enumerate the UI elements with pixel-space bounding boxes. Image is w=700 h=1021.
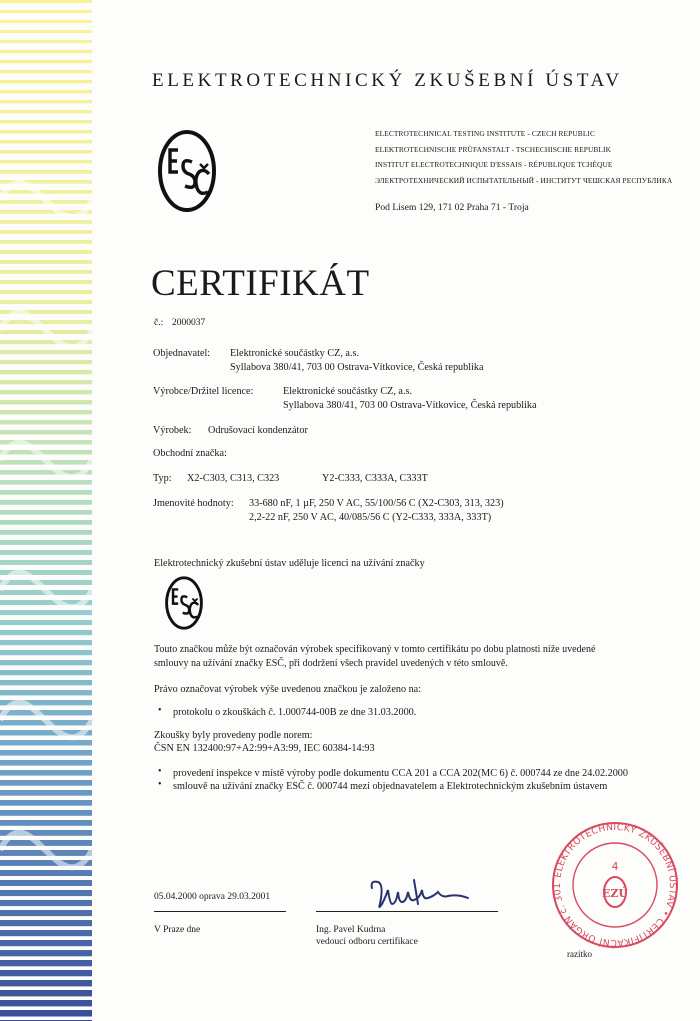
product-label: Výrobek: — [153, 425, 192, 436]
contract-item: smlouvě na užívání značky ESČ č. 000744 mezi objednavatelem a Elektrotechnickým zkušebním ústavem — [173, 781, 608, 792]
institute-name-en: ELECTROTECHNICAL TESTING INSTITUTE - CZECH REPUBLIC — [375, 129, 596, 138]
stripe — [0, 110, 92, 113]
stripe — [0, 780, 92, 786]
official-stamp — [540, 820, 690, 955]
stripe — [0, 120, 92, 123]
stripe — [0, 820, 92, 826]
stripe — [0, 380, 92, 384]
signer-role: vedoucí odboru certifikace — [316, 937, 418, 947]
stripe — [0, 640, 92, 645]
stripe — [0, 390, 92, 394]
stripe — [0, 950, 92, 956]
stripe — [0, 620, 92, 625]
producer-label: Výrobce/Držitel licence: — [153, 386, 254, 397]
stripe — [0, 970, 92, 976]
stripe — [0, 70, 92, 73]
stripe — [0, 220, 92, 224]
stripe — [0, 800, 92, 806]
type-y2: Y2-C333, C333A, C333T — [322, 473, 428, 484]
stripe — [0, 90, 92, 93]
rating-1: 33-680 nF, 1 µF, 250 V AC, 55/100/56 C (X2-C303, 313, 323) — [249, 498, 504, 509]
stripe — [0, 240, 92, 244]
stripe — [0, 760, 92, 766]
stripe — [0, 770, 92, 776]
stripe — [0, 360, 92, 364]
stripe — [0, 660, 92, 665]
stripe — [0, 370, 92, 374]
stripe — [0, 410, 92, 414]
page-title: CERTIFIKÁT — [151, 263, 370, 304]
stripe — [0, 980, 92, 986]
institute-name-fr: INSTITUT ELECTROTECHNIQUE D'ESSAIS - RÉPUBLIQUE TCHÈQUE — [375, 160, 613, 169]
orderer-name: Elektronické součástky CZ, a.s. — [230, 348, 360, 359]
stripe — [0, 810, 92, 816]
stripe — [0, 670, 92, 675]
place-label: V Praze dne — [154, 925, 201, 935]
signer-name: Ing. Pavel Kudrna — [316, 925, 386, 935]
tests-heading: Zkoušky byly provedeny podle norem: — [154, 730, 313, 741]
stripe — [0, 1000, 92, 1006]
stripe — [0, 1010, 92, 1017]
stripe — [0, 450, 92, 455]
esc-mark-icon — [164, 574, 204, 637]
date-line — [154, 911, 286, 912]
stripe — [0, 500, 92, 505]
bullet: • — [158, 705, 162, 716]
stripe — [0, 790, 92, 796]
license-basis: Právo označovat výrobek výše uvedenou značkou je založeno na: — [154, 684, 422, 695]
signature-line — [316, 911, 498, 912]
stripe — [0, 260, 92, 264]
stripe — [0, 10, 92, 13]
stripe — [0, 890, 92, 896]
tests-standards: ČSN EN 132400:97+A2:99+A3:99, IEC 60384-14:93 — [154, 743, 375, 754]
ratings-label: Jmenovité hodnoty: — [153, 498, 234, 509]
stripe — [0, 920, 92, 926]
stripe — [0, 100, 92, 103]
stripe — [0, 560, 92, 565]
stripe — [0, 230, 92, 234]
stripe — [0, 690, 92, 695]
trade-mark-label: Obchodní značka: — [153, 448, 227, 459]
stripe — [0, 250, 92, 254]
orderer-label: Objednavatel: — [153, 348, 211, 359]
orderer-address: Syllabova 380/41, 703 00 Ostrava-Vítkovice, Česká republika — [230, 362, 484, 373]
stripe — [0, 420, 92, 424]
signature — [368, 874, 478, 919]
stripe — [0, 50, 92, 53]
producer-name: Elektronické součástky CZ, a.s. — [283, 386, 413, 397]
producer-address: Syllabova 380/41, 703 00 Ostrava-Vítkovice, Česká republika — [283, 400, 537, 411]
svg-text:4: 4 — [611, 860, 619, 873]
institute-name-ru: ЭЛЕКТРОТЕХНИЧЕСКИЙ ИСПЫТАТЕЛЬНЫЙ - ИНСТИТУТ ЧЕШСКАЯ РЕСПУБЛИКА — [375, 176, 673, 185]
product-value: Odrušovací kondenzátor — [208, 425, 308, 436]
stripe — [0, 610, 92, 615]
stripe — [0, 940, 92, 946]
stripe — [0, 430, 92, 435]
stripe — [0, 30, 92, 33]
protocol-item: protokolu o zkouškách č. 1.000744-00B ze dne 31.03.2000. — [173, 707, 417, 718]
license-intro: Elektrotechnický zkušební ústav uděluje licenci na užívání značky — [154, 558, 425, 569]
type-x2: X2-C303, C313, C323 — [187, 473, 280, 484]
license-paragraph-2: smlouvy na užívání značky ESČ, při dodržení všech pravidel uvedených v této smlouvě. — [154, 658, 508, 669]
stripe — [0, 880, 92, 886]
stripe — [0, 270, 92, 274]
stripe — [0, 930, 92, 936]
stripe — [0, 990, 92, 996]
inspection-item: provedení inspekce v místě výroby podle dokumentu CCA 201 a CCA 202(MC 6) č. 000744 ze dne 24.02.2000 — [173, 768, 628, 779]
stripe — [0, 840, 92, 846]
stripe — [0, 520, 92, 525]
stripe — [0, 540, 92, 545]
certificate-number: 2000037 — [172, 318, 206, 328]
stripe — [0, 870, 92, 876]
stripe — [0, 140, 92, 144]
stripe — [0, 190, 92, 194]
stripe — [0, 490, 92, 495]
certificate-number-label: č.: — [154, 318, 164, 328]
stripe — [0, 130, 92, 133]
stripe — [0, 680, 92, 685]
stripe — [0, 20, 92, 23]
stripe — [0, 630, 92, 635]
org-title: ELEKTROTECHNICKÝ ZKUŠEBNÍ ÚSTAV — [152, 70, 623, 91]
institute-address: Pod Lisem 129, 171 02 Praha 71 - Troja — [375, 202, 529, 213]
stripe — [0, 80, 92, 83]
bullet: • — [158, 779, 162, 790]
stripe — [0, 320, 92, 324]
stripe — [0, 530, 92, 535]
stripe — [0, 900, 92, 906]
stripe — [0, 150, 92, 154]
license-paragraph-1: Touto značkou může být označován výrobek specifikovaný v tomto certifikátu po dobu platnosti níže uvedené — [154, 644, 596, 655]
stripe — [0, 400, 92, 404]
stripe — [0, 350, 92, 354]
stripe — [0, 650, 92, 655]
stripe — [0, 160, 92, 164]
decorative-side-stripes — [0, 0, 92, 1021]
issue-date: 05.04.2000 oprava 29.03.2001 — [154, 892, 271, 902]
bullet: • — [158, 766, 162, 777]
rating-2: 2,2-22 nF, 250 V AC, 40/085/56 C (Y2-C333, 333A, 333T) — [249, 512, 492, 523]
stripe — [0, 750, 92, 756]
stripe — [0, 710, 92, 715]
esc-logo-icon — [156, 128, 218, 219]
svg-text:ELEKTROTECHNICKÝ ZKUŠEBNÍ ÚSTA: ELEKTROTECHNICKÝ ZKUŠEBNÍ ÚSTAV • CERTIFIKAČNÍ ORGÁN č. 301 — [551, 821, 679, 949]
type-label: Typ: — [153, 473, 172, 484]
stripe — [0, 40, 92, 43]
stripe — [0, 580, 92, 585]
stamp-label: razítko — [567, 949, 592, 959]
stripe — [0, 550, 92, 555]
stripe — [0, 510, 92, 515]
stripe — [0, 280, 92, 284]
stripe — [0, 910, 92, 916]
stripe — [0, 170, 92, 174]
institute-name-de: ELEKTROTECHNISCHE PRÜFANSTALT - TSCHECHISCHE REPUBLIK — [375, 145, 612, 154]
stripe — [0, 480, 92, 485]
svg-text:EZÚ: EZÚ — [601, 887, 629, 900]
stripe — [0, 60, 92, 63]
stripe — [0, 0, 92, 3]
stripe — [0, 300, 92, 304]
stripe — [0, 740, 92, 746]
stripe — [0, 960, 92, 966]
stripe — [0, 290, 92, 294]
